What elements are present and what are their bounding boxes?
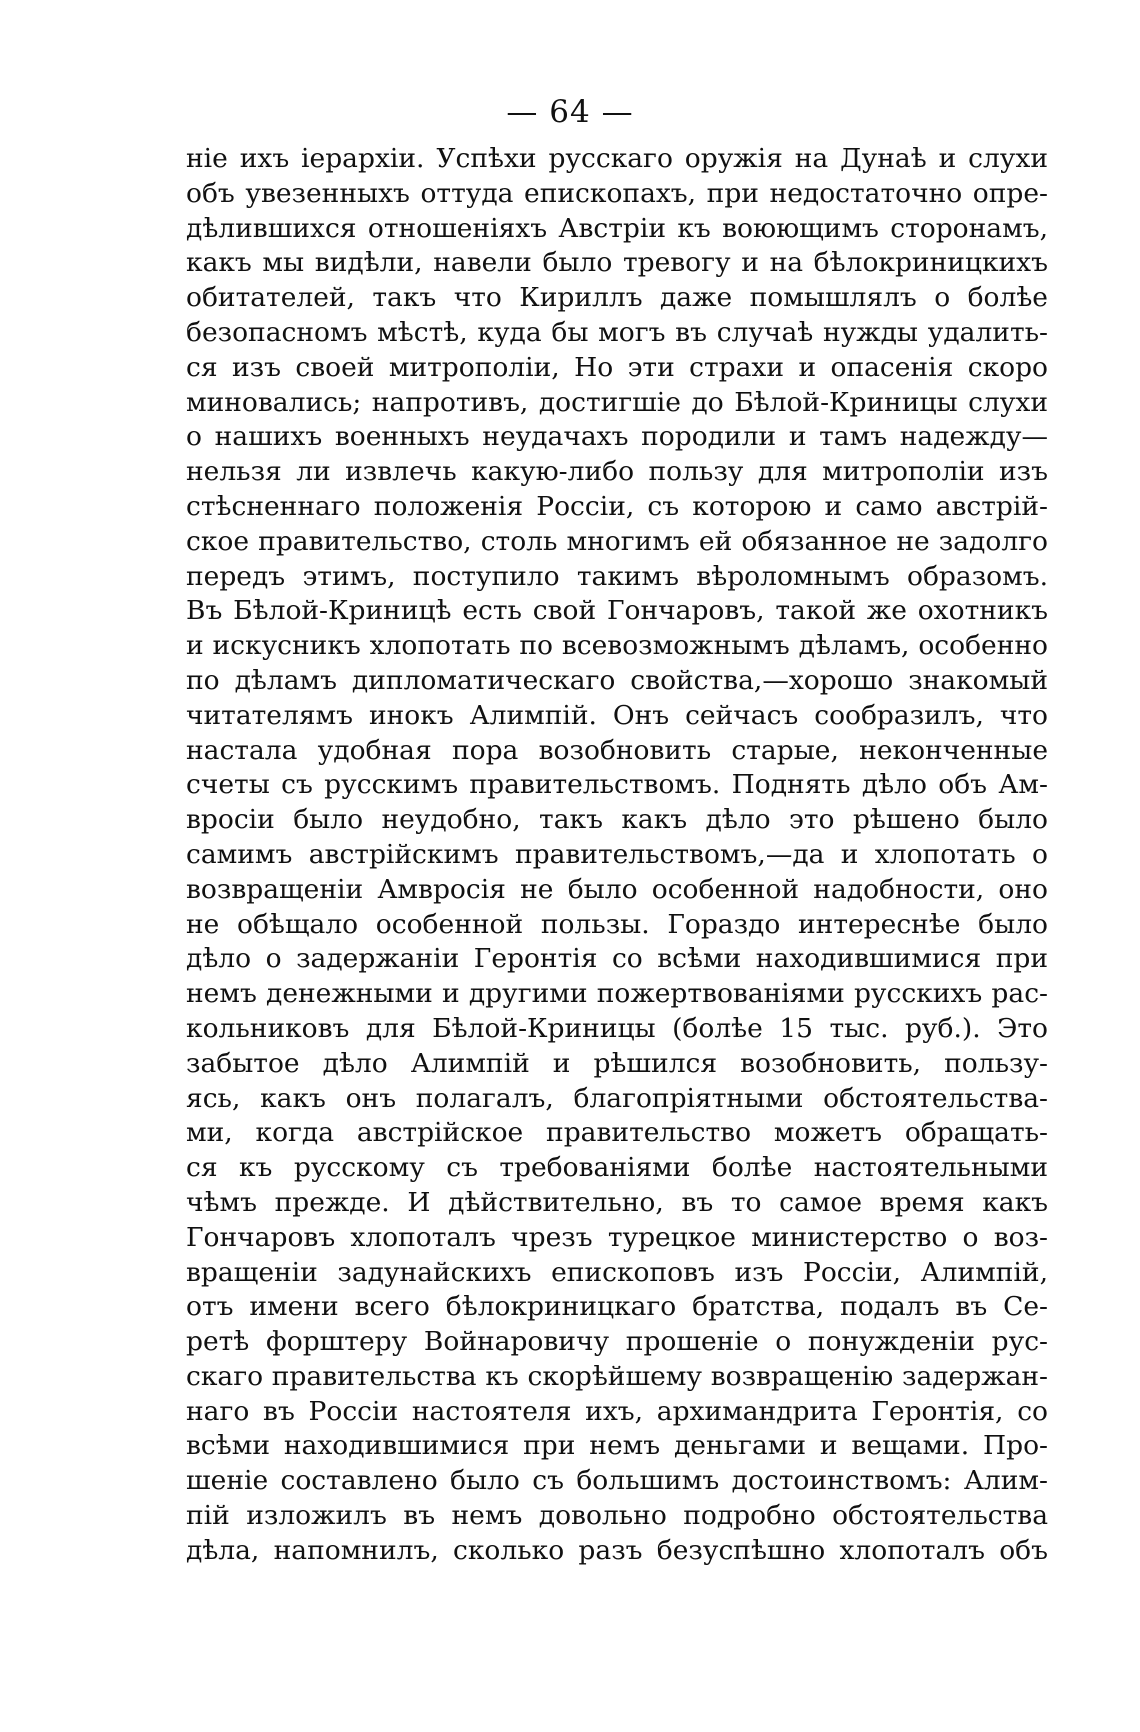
text-line: нельзя ли извлечь какую-либо пользу для митрополіи изъ	[186, 456, 1048, 488]
text-line: чѣмъ прежде. И дѣйствительно, въ то самое время какъ	[186, 1186, 1048, 1218]
text-line: какъ мы видѣли, навели было тревогу и на бѣлокриницкихъ	[186, 247, 1048, 279]
text-line: ніе ихъ іерархіи. Успѣхи русскаго оружія на Дунаѣ и слухи	[186, 143, 1048, 174]
text-line: шеніе составлено было съ большимъ достоинствомъ: Алим-	[186, 1465, 1048, 1497]
text-line: ми, когда австрійское правительство можетъ обращать-	[186, 1117, 1048, 1149]
text-line: стѣсненнаго положенія Россіи, съ которою и само австрій-	[186, 490, 1048, 522]
text-line: ское правительство, столь многимъ ей обязанное не задолго	[186, 525, 1048, 557]
text-line: безопасномъ мѣстѣ, куда бы могъ въ случаѣ нужды удалить-	[186, 316, 1048, 348]
body-text	[186, 142, 1048, 1569]
text-line: возвращеніи Амвросія не было особенной надобности, оно	[186, 873, 1048, 905]
text-line: передъ этимъ, поступило такимъ вѣроломнымъ образомъ.	[186, 560, 1048, 592]
text-line: и искусникъ хлопотать по всевозможнымъ дѣламъ, особенно	[186, 630, 1048, 662]
text-line: дѣло о задержаніи Геронтія со всѣми находившимися при	[186, 943, 1048, 975]
text-line: наго въ Россіи настоятеля ихъ, архимандрита Геронтія, со	[186, 1395, 1048, 1427]
text-line: по дѣламъ дипломатическаго свойства,—хорошо знакомый	[186, 664, 1048, 696]
text-line: обитателей, такъ что Кириллъ даже помышлялъ о болѣе	[186, 282, 1048, 314]
text-line: вращеніи задунайскихъ епископовъ изъ Россіи, Алимпій,	[186, 1256, 1048, 1288]
text-line: настала удобная пора возобновить старые, неконченные	[186, 734, 1048, 766]
text-line: пій изложилъ въ немъ довольно подробно обстоятельства	[186, 1500, 1048, 1532]
text-line: немъ денежными и другими пожертвованіями русскихъ рас-	[186, 978, 1048, 1010]
text-line: скаго правительства къ скорѣйшему возвращенію задержан-	[186, 1360, 1048, 1392]
page-number: — 64 —	[506, 94, 634, 130]
text-line: всѣми находившимися при немъ деньгами и вещами. Про-	[186, 1430, 1048, 1462]
text-line: объ увезенныхъ оттуда епископахъ, при недостаточно опре-	[186, 177, 1048, 209]
text-line: Гончаровъ хлопоталъ чрезъ турецкое министерство о воз-	[186, 1221, 1048, 1253]
text-line: кольниковъ для Бѣлой-Криницы (болѣе 15 тыс. руб.). Это	[186, 1012, 1048, 1044]
text-line: счеты съ русскимъ правительствомъ. Поднять дѣло объ Ам-	[186, 769, 1048, 801]
text-line: самимъ австрійскимъ правительствомъ,—да и хлопотать о	[186, 838, 1048, 870]
text-line: ся изъ своей митрополіи, Но эти страхи и опасенія скоро	[186, 351, 1048, 383]
text-line: отъ имени всего бѣлокриницкаго братства, подалъ въ Се-	[186, 1291, 1048, 1323]
text-line: дѣлившихся отношеніяхъ Австріи къ воюющимъ сторонамъ,	[186, 212, 1048, 244]
text-line: забытое дѣло Алимпій и рѣшился возобновить, пользу-	[186, 1047, 1048, 1079]
text-line: вросіи было неудобно, такъ какъ дѣло это рѣшено было	[186, 804, 1048, 836]
text-line: миновались; напротивъ, достигшіе до Бѣлой-Криницы слухи	[186, 386, 1048, 418]
text-line: ся къ русскому съ требованіями болѣе настоятельными	[186, 1152, 1048, 1184]
text-line: дѣла, напомнилъ, сколько разъ безуспѣшно хлопоталъ объ	[186, 1534, 1048, 1566]
text-line: ретѣ форштеру Войнаровичу прошеніе о понужденіи рус-	[186, 1326, 1048, 1358]
text-line: не обѣщало особенной пользы. Гораздо интереснѣе было	[186, 908, 1048, 940]
text-line: Въ Бѣлой-Криницѣ есть свой Гончаровъ, такой же охотникъ	[186, 595, 1048, 627]
text-line: о нашихъ военныхъ неудачахъ породили и тамъ надежду—	[186, 421, 1048, 453]
text-line: читателямъ инокъ Алимпій. Онъ сейчасъ сообразилъ, что	[186, 699, 1048, 731]
text-line: ясь, какъ онъ полагалъ, благопріятными обстоятельства-	[186, 1082, 1048, 1114]
